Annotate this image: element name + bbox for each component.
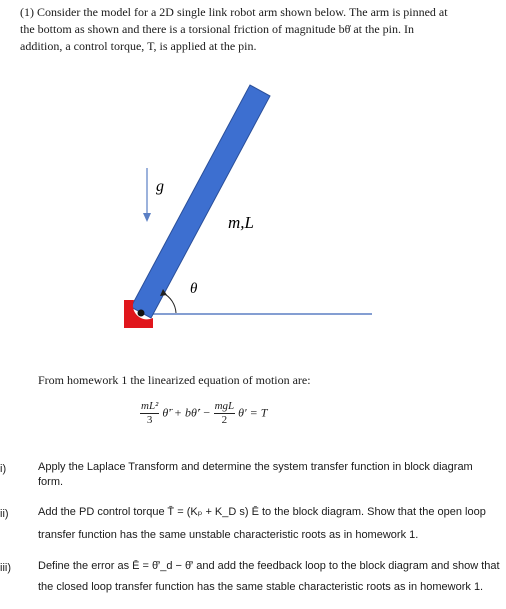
part-text [38,557,500,597]
fraction-denominator: 3 [146,414,153,426]
part-text [38,458,500,492]
part-number: iii) [0,562,11,574]
part-text [38,503,500,545]
angle-label: θ [190,281,198,297]
fraction-gravity [214,400,236,427]
part-line: Apply the Laplace Transform and determine the system transfer function in block diagram [38,461,473,473]
fraction-numerator: mL² [141,400,159,412]
intro-line: addition, a control torque, T, is applied at the pin. [20,39,257,53]
part-line: the closed loop transfer function has the same stable characteristic roots as in homework 1. [38,581,484,593]
intro-line: the bottom as shown and there is a torsional friction of magnitude bθ̇ at the pin. In [20,22,414,36]
pin [138,310,145,317]
equation-of-motion [140,400,267,427]
fraction-denominator: 2 [221,414,228,426]
robot-arm [131,85,270,318]
part-number: i) [0,463,7,475]
part-line: form. [38,476,64,488]
part-line: Define the error as Ē = θ̄′_d − θ̄′ and add the feedback loop to the block diagram and show that [38,560,500,572]
part-line: transfer function has the same unstable characteristic roots as in homework 1. [38,529,419,541]
gravity-arrowhead [143,213,151,222]
intro-line: (1) Consider the model for a 2D single link robot arm shown below. The arm is pinned at [20,5,448,19]
part-line: Add the PD control torque T̄ = (Kₚ + K_D s) Ē to the block diagram. Show that the open loop [38,506,486,518]
fraction-numerator: mgL [214,400,235,412]
equation-term: θ̈′ + bθ̇′ − [162,405,211,420]
equation-intro: From homework 1 the linearized equation of motion are: [38,373,311,387]
arm-label: m,L [228,213,254,232]
angle-arc [163,293,176,313]
equation-term: θ′ = T [238,405,268,420]
fraction-inertia [140,400,159,427]
part-number: ii) [0,508,9,520]
gravity-label: g [156,178,164,195]
